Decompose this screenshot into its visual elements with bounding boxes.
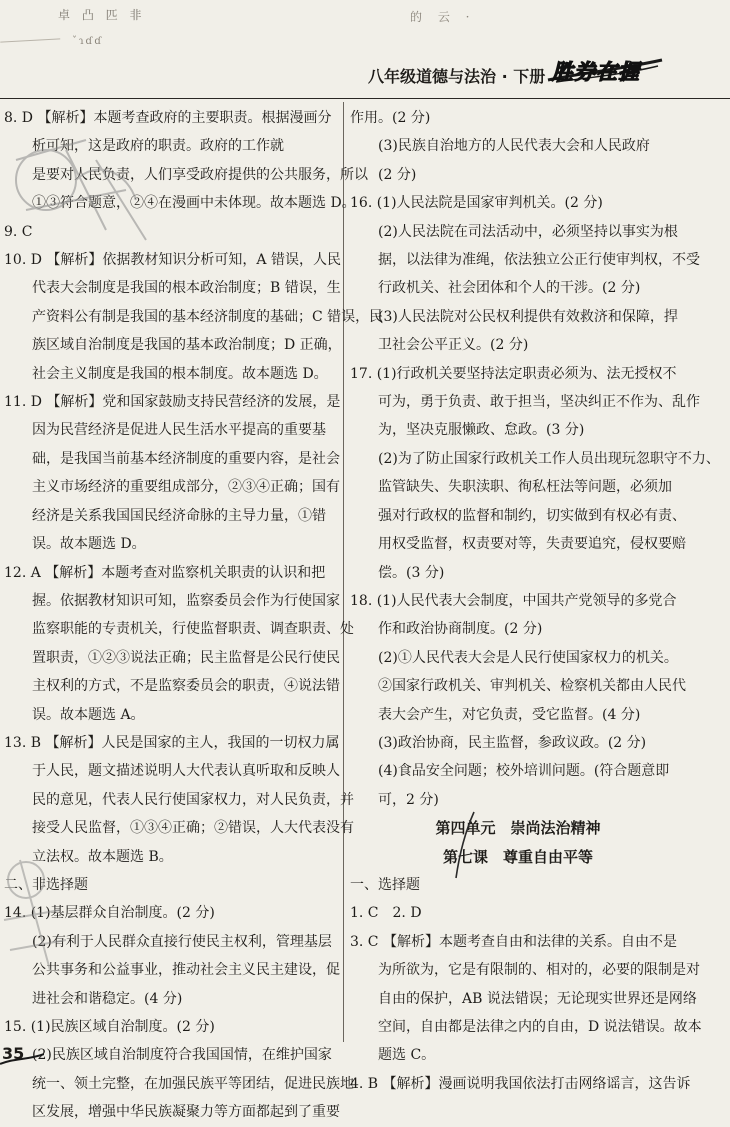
text-line: 因为民营经济是促进人民生活水平提高的重要基 [32,422,326,439]
text-line: 行政机关、社会团体和个人的干涉。(2 分) [378,280,641,297]
text-line: 统一、领土完整，在加强民族平等团结，促进民族地 [32,1075,354,1092]
text-line: (2)有利于人民群众直接行使民主权利，管理基层 [32,933,332,950]
text-line: 8. D 【解析】本题考查政府的主要职责。根据漫画分 [4,110,332,126]
text-line: 表大会产生，对它负责，受它监督。(4 分) [378,706,641,723]
text-line: (2)①人民代表大会是人民行使国家权力的机关。 [378,649,678,666]
text-line: 监察职能的专责机关，行使监督职责、调查职责、处 [32,621,354,638]
text-line: 13. B 【解析】人民是国家的主人，我国的一切权力属 [4,734,340,751]
column-divider [343,102,344,1042]
text-line: (3)人民法院对公民权利提供有效救济和保障，捍 [378,308,678,325]
text-line: 误。故本题选 A。 [32,706,145,723]
text-line: 17. (1)行政机关要坚持法定职责必须为、法无授权不 [350,365,677,382]
text-line: 10. D 【解析】依据教材知识分析可知，A 错误，人民 [4,252,341,269]
text-line: 强对行政权的监督和制约，切实做到有权必有责、 [378,507,686,524]
text-line: 误。故本题选 D。 [32,536,146,553]
text-line: (2)为了防止国家行政机关工作人员出现玩忽职守不力、 [378,450,720,467]
book-title: 八年级道德与法治 · 下册 [368,67,546,86]
text-line: 16. (1)人民法院是国家审判机关。(2 分) [350,195,603,212]
text-line: (2)人民法院在司法活动中，必须坚持以事实为根 [378,223,678,240]
text-line: 15. (1)民族区域自治制度。(2 分) [4,1019,215,1035]
text-line: 置职责，①②③说法正确；民主监督是公民行使民 [32,649,340,666]
scan-top-left-text: 卓 凸 匹 非 [58,8,146,22]
text-line: (2 分) [378,166,417,183]
text-line: 4. B 【解析】漫画说明我国依法打击网络谣言，这告诉 [350,1075,691,1092]
text-line: 监管缺失、失职渎职、徇私枉法等问题，必须加 [378,479,672,496]
text-line: 进社会和谐稳定。(4 分) [32,990,183,1007]
text-line: 握。依据教材知识可知，监察委员会作为行使国家 [32,592,340,609]
page-number-badge [0,1042,44,1068]
text-line: 1. C 2. D [350,905,422,922]
text-line: 卫社会公平正义。(2 分) [378,337,529,354]
text-line: ①③符合题意，②④在漫画中未体现。故本题选 D。 [32,195,356,212]
text-line: 一、选择题 [350,876,420,893]
text-line: ②国家行政机关、审判机关、检察机关都由人民代 [378,678,686,695]
text-line: 主义市场经济的重要组成部分，②③④正确；国有 [32,479,340,496]
text-line: 作用。(2 分) [350,110,431,126]
text-line: 14. (1)基层群众自治制度。(2 分) [4,905,215,922]
header-rule [0,98,730,99]
text-line: 民的意见，代表人民行使国家权力，对人民负责，并 [32,791,354,808]
text-line: 为，坚决克服懒政、怠政。(3 分) [378,422,585,439]
text-line: 社会主义制度是我国的根本制度。故本题选 D。 [32,365,328,382]
text-line: 9. C [4,223,33,240]
text-line: (4)食品安全问题；校外培训问题。(符合题意即 [378,763,670,780]
text-line: 经济是关系我国国民经济命脉的主导力量，①错 [32,507,326,524]
text-line: (3)政治协商，民主监督，参政议政。(2 分) [378,734,647,751]
scan-top-right-text: 的 云 · [410,10,476,24]
text-line: 析可知，这是政府的职责。政府的工作就 [32,138,284,155]
text-line: 立法权。故本题选 B。 [32,848,173,865]
text-line: 公共事务和公益事业，推动社会主义民主建设，促 [32,962,340,979]
page-number: 35 [2,1044,25,1063]
text-line: 自由的保护，AB 说法错误；无论现实世界还是网络 [378,990,697,1007]
text-line: 偿。(3 分) [378,564,445,581]
section-heading: 第四单元 崇尚法治精神 [435,819,601,838]
text-line: 二、非选择题 [4,876,88,893]
text-line: 主权利的方式，不是监察委员会的职责，④说法错 [32,678,340,695]
text-line: 18. (1)人民代表大会制度，中国共产党领导的多党合 [350,592,677,609]
logo-text: 胜券在握 [552,60,640,84]
text-line: 空间，自由都是法律之内的自由，D 说法错误。故本 [378,1019,702,1035]
text-line: 接受人民监督，①③④正确；②错误，人大代表没有 [32,820,354,837]
text-line: 3. C 【解析】本题考查自由和法律的关系。自由不是 [350,933,677,950]
text-line: 为所欲为，它是有限制的、相对的，必要的限制是对 [378,962,700,979]
right-column [350,104,720,1098]
text-line: 据，以法律为准绳，依法独立公正行使审判权，不受 [378,252,700,269]
text-line: (3)民族自治地方的人民代表大会和人民政府 [378,138,650,155]
scan-mark [0,28,60,42]
text-line: 区发展，增强中华民族凝聚力等方面都起到了重要 [32,1104,340,1121]
scan-top-strip [0,0,730,52]
text-line: 础，是我国当前基本经济制度的重要内容，是社会 [32,450,340,467]
left-column [4,104,384,1127]
text-line: (2)民族区域自治制度符合我国国情，在维护国家 [32,1047,332,1064]
text-line: 于人民，题文描述说明人大代表认真听取和反映人 [32,763,340,780]
text-line: 代表大会制度是我国的根本政治制度；B 错误，生 [32,280,341,297]
text-line: 是要对人民负责，人们享受政府提供的公共服务，所以 [32,166,368,183]
text-line: 产资料公有制是我国的基本经济制度的基础；C 错误，民 [32,308,384,325]
text-line: 可，2 分) [378,791,439,808]
text-line: 题选 C。 [378,1047,436,1064]
text-line: 12. A 【解析】本题考查对监察机关职责的认识和把 [4,564,326,581]
text-line: 可为，勇于负责、敢于担当，坚决纠正不作为、乱作 [378,394,700,411]
text-line: 11. D 【解析】党和国家鼓励支持民营经济的发展，是 [4,394,341,411]
scan-top-sub-text: ˇɿɗɗ [72,36,104,47]
text-line: 族区域自治制度是我国的基本政治制度；D 正确， [32,337,342,354]
section-heading: 第七课 尊重自由平等 [442,847,593,866]
text-line: 用权受监督，权责要对等，失责要追究，侵权要赔 [378,536,686,553]
series-logo [546,54,664,84]
text-line: 作和政治协商制度。(2 分) [378,621,543,638]
page-header [368,54,668,94]
